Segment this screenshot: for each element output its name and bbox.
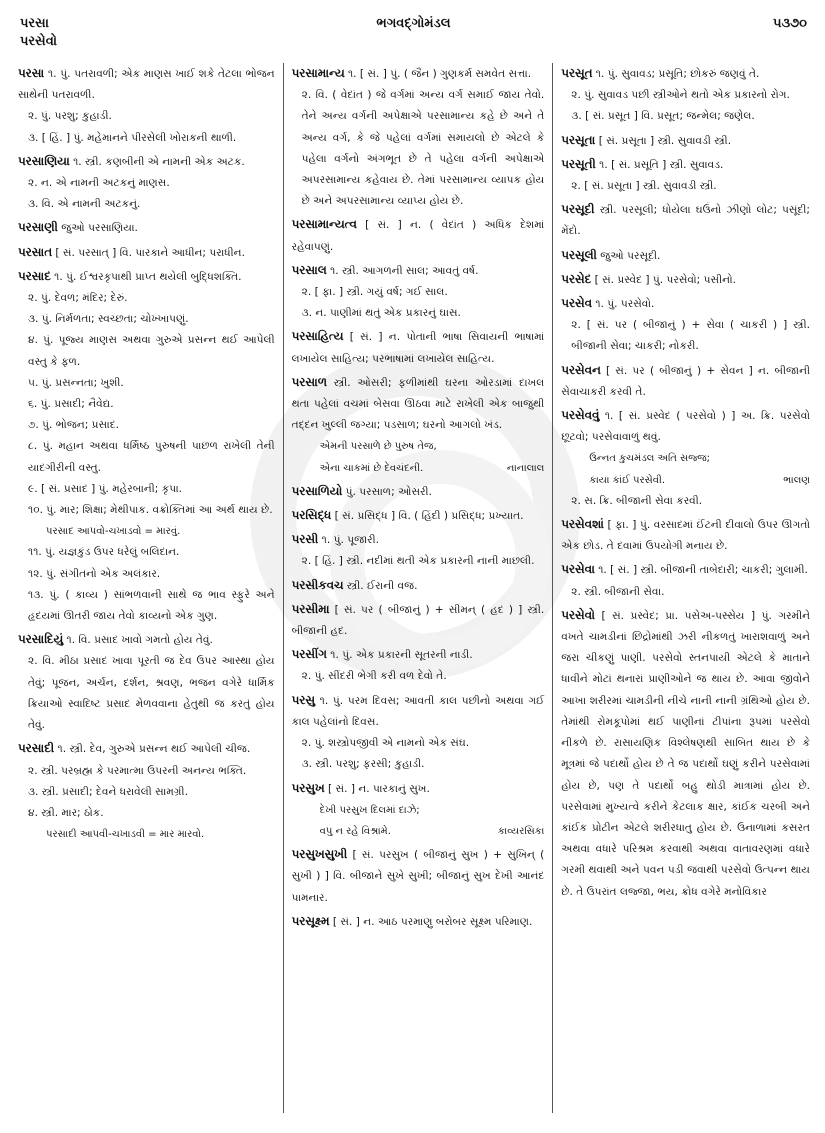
entry-first-line — [561, 63, 810, 85]
headword: પરસૂક્ષ્મ — [291, 913, 330, 928]
dictionary-entry — [292, 505, 545, 527]
dictionary-entry — [561, 605, 810, 903]
headword: પરસામાન્યત્વ — [291, 217, 357, 232]
entry-first-line — [561, 605, 810, 903]
entry-definition: ૨. [ સં. પ્રસૂતા ] સ્ત્રી. સુવાવડી સ્ત્રી. — [571, 180, 717, 193]
entry-first-line — [292, 575, 545, 597]
entry-first-line — [18, 242, 275, 264]
dictionary-entry — [561, 130, 810, 152]
headword: પરસુખ — [291, 780, 325, 795]
headword: પરસેવા — [561, 562, 595, 577]
dictionary-entry — [292, 481, 545, 503]
entry-definition: [ સં. ] ન. આઠ પરમાણુ બરોબર સૂક્ષ્મ પરિમાણ. — [332, 915, 533, 928]
headword: પરસાણી — [18, 220, 58, 235]
column-1 — [18, 63, 283, 1113]
entry-definition: સ્ત્રી. ઈરાની વજ. — [346, 579, 418, 592]
entry-definition: ૧. [ સં. પ્રસ્વેદ ( પરસેવો ) ] અ. ક્રિ. પરસેવો છૂટવો; પરસેવાવાળું થવું. — [561, 410, 810, 444]
quotation-text: વપુ ન રહે વિશ્રામે. — [319, 825, 391, 837]
entry-first-line — [292, 214, 545, 257]
column-2 — [283, 63, 554, 1113]
entry-first-line — [561, 245, 810, 267]
headword: પરસેવશાં — [561, 517, 604, 532]
entry-first-line — [292, 844, 545, 909]
entry-first-line — [561, 199, 810, 242]
dictionary-entry — [292, 644, 545, 687]
dictionary-entry — [561, 245, 810, 267]
quotation-text: કાયા કાંઈ પરસેવી. — [589, 474, 666, 486]
entry-definition: ૧. સ્ત્રી. કણબીની એ નામની એક અટક. — [73, 155, 245, 168]
entry-definition: [ સં. પરસાત્ ] વિ. પારકાને આધીન; પરાધીન. — [55, 246, 245, 259]
quotation-source: કાવ્યરસિકા — [497, 825, 545, 837]
dictionary-entry — [561, 293, 810, 358]
header-first-word: પરસા — [20, 16, 49, 31]
entry-definition: ૧. પું. પરસેવો. — [595, 298, 655, 311]
entry-first-line — [18, 266, 275, 288]
entry-definition: ૨. સ્ત્રી. પરબ્રહ્મ કે પરમાત્મા ઉપરની અનન્ય ભક્તિ. — [28, 764, 247, 777]
entry-definition: ૨. પું. પરશુ; કુહાડી. — [28, 110, 112, 123]
dictionary-entry — [292, 63, 545, 212]
entry-definition: ૧. પું. ઈશ્વરકૃપાથી પ્રાપ્ત થયેલી બુદ્ધિશક્તિ. — [54, 270, 242, 283]
entry-definition: જુઓ પરસૂદી. — [600, 249, 661, 262]
entry-definition: ૨. વિ. ( વેદાંત ) જે વર્ગમાં અન્ય વર્ગ સમાઈ જાય તેવો. તેને અન્ય વર્ગની અપેક્ષાએ પરસામાન્ય કહે છે અને તે અન્ય વર્ગ, કે જે પહેલાં વર્ગમાં સમાયલો છે એટલે કે પહેલા વર્ગનો અંગભૂત છે તે પહેલા વર્ગની અપેક્ષાએ અપરસામાન્ય કહેવાય છે. તેમાં પરસામાન્ય વ્યાપક હોય છે અને અપરસામાન્ય વ્યાપ્ય હોય છે. — [301, 89, 545, 208]
entry-definition: ૨. [ ફા. ] સ્ત્રી. ગયું વર્ષ; ગઈ સાલ. — [301, 286, 448, 299]
headword: પરસામાન્ય — [291, 66, 345, 80]
dictionary-entry — [18, 151, 275, 216]
entry-definition: ૩. [ સં. પ્રસૂત ] વિ. પ્રસૂત; જન્મેલ; જણેલ. — [571, 110, 755, 123]
entry-first-line — [18, 63, 275, 106]
entry-definition: ૨. ન. એ નામની અટકનું માણસ. — [28, 177, 170, 190]
entry-definition: ૬. પું. પ્રસાદી; નૈવેદ્ય. — [28, 398, 114, 411]
dictionary-entry — [292, 599, 545, 642]
headword: પરસાદિયું — [18, 632, 64, 647]
entry-first-line — [18, 217, 275, 239]
dictionary-entry — [18, 738, 275, 845]
entry-definition: [ સં. પ્રસિદ્ધ ] વિ. ( હિંદી ) પ્રસિદ્ધ; પ્રખ્યાત. — [334, 510, 524, 523]
entry-definition: ૧. વિ. પ્રસાદ ખાવો ગમતો હોય તેવું. — [66, 634, 213, 647]
entry-definition: [ સં. ] ન. પારકાનું સુખ. — [328, 782, 430, 795]
dictionary-entry — [18, 63, 275, 149]
entry-first-line — [292, 690, 545, 733]
entry-first-line — [292, 505, 545, 527]
entry-first-line — [292, 911, 545, 933]
headword: પરસુખસુખી — [291, 847, 348, 862]
entry-first-line — [561, 293, 810, 315]
entry-definition: [ સં. પરસુખ ( બીજાનું સુખ ) + સુખિન્ ( સુખી ) ] વિ. બીજાને સુખે સુખી; બીજાનું સુખ દેખી આનંદ પામનાર. — [291, 849, 545, 904]
entry-definition: ૫. પું. પ્રસન્નતા; ખુશી. — [28, 376, 124, 389]
entry-definition: ૧. પું. પતરાવળી; એક માણસ ખાઈ શકે તેટલા ભોજન સાથેની પતરાવળી. — [18, 68, 275, 102]
entry-definition: સ્ત્રી. પરસૂલી; ધોયેલા ઘઉંનો ઝીણો લોટ; પસૂંદી; મેંદો. — [561, 204, 810, 238]
headword: પરસૂતા — [561, 132, 596, 147]
entry-definition: ૨. [ હિં. ] સ્ત્રી. નદીમાં થતી એક પ્રકારની નાની માછલી. — [301, 555, 535, 568]
entry-first-line — [292, 372, 545, 437]
dictionary-entry — [18, 629, 275, 736]
dictionary-entry — [292, 575, 545, 597]
entry-first-line — [292, 644, 545, 666]
entry-first-line — [292, 260, 545, 282]
entry-definition: ૨. પું. દેવળ; મંદિર; દેરું. — [28, 292, 128, 305]
dictionary-entry — [292, 326, 545, 369]
headword: પરસુ — [291, 692, 315, 707]
headword: પરસા — [18, 66, 45, 80]
entry-definition: ૩. પું. નિર્મળતા; સ્વચ્છતા; ચોખ્ખાપણું. — [28, 313, 189, 326]
quotation-line — [292, 436, 545, 457]
dictionary-entry — [561, 154, 810, 197]
headword: પરસાળિયો — [291, 483, 343, 498]
entry-first-line — [561, 269, 810, 291]
dictionary-entry — [292, 260, 545, 325]
quotation-text: દેખી પરસુખ દિલમાં દાઝે; — [319, 804, 420, 816]
dictionary-entry — [18, 266, 275, 627]
dictionary-entry — [561, 360, 810, 403]
entry-definition: ૧. સ્ત્રી. દેવ, ગુરુએ પ્રસન્ન થઈ આપેલી ચીજ. — [57, 743, 251, 756]
headword: પરસીમા — [291, 601, 330, 616]
headword: પરસી — [291, 532, 319, 547]
entry-definition: ૩. [ હિં. ] પું. મહેમાનને પીરસેલી ખોરાકની થાળી. — [28, 131, 237, 144]
entry-definition: ૧. પું. પરમ દિવસ; આવતી કાલ પછીનો અથવા ગઈ કાલ પહેલાંનો દિવસ. — [291, 694, 545, 728]
entry-first-line — [292, 778, 545, 800]
entry-definition: [ સં. પર ( બીજાનું ) + સેવન ] ન. બીજાની સેવાચાકરી કરવી તે. — [561, 364, 810, 398]
entry-definition: ૨. પું. શસ્ત્રોપજીવી એ નામનો એક સંઘ. — [301, 737, 470, 750]
entry-first-line — [561, 514, 810, 557]
quotation-line — [292, 800, 545, 821]
entry-definition: ૧. પું. સુવાવડ; પ્રસૂતિ; છોકરું જણવું તે. — [595, 68, 760, 80]
quotation-source: નાનાલાલ — [506, 462, 545, 474]
entry-first-line — [18, 151, 275, 173]
entry-definition: ૧. [ સં. ] સ્ત્રી. બીજાની તાબેદારી; ચાકરી; ગુલામી. — [598, 564, 808, 577]
entry-definition: [ સં. ] ન. પોતાની ભાષા સિવાયની ભાષામાં લખાયેલ સાહિત્ય; પરભાષામાં લખાયેલ સાહિત્ય. — [291, 331, 545, 365]
headword: પરસેવવું — [561, 408, 600, 423]
page-header — [20, 16, 807, 49]
entry-definition: ૩. ન. પાણીમાં થતું એક પ્રકારનું ઘાસ. — [301, 307, 461, 320]
entry-definition: ૩. સ્ત્રી. પ્રસાદી; દેવને ધરાવેલી સામગ્રી. — [28, 785, 188, 798]
entry-definition: [ સં. ] ન. ( વેદાંત ) અધિક દેશમાં રહેવાપણું. — [291, 219, 545, 253]
entry-phrase: પરસાદી આપવી-ચખાડવી = માર મારવો. — [46, 829, 205, 841]
entry-first-line — [18, 629, 275, 651]
entry-definition: ૨. સ્ત્રી. બીજાની સેવા. — [571, 585, 665, 598]
headword: પરસેવન — [561, 362, 601, 377]
dictionary-entry — [561, 559, 810, 602]
headword: પરસાણિયા — [18, 153, 70, 168]
dictionary-entry — [292, 844, 545, 909]
headword: પરસેવો — [561, 607, 595, 622]
entry-definition: જુઓ પરસાણિયા. — [61, 222, 138, 235]
entry-first-line — [561, 130, 810, 152]
page-title: ભગવદ્ગોમંડલ — [376, 16, 451, 31]
entry-definition: ૪. પું. પૂજ્ય માણસ અથવા ગુરુએ પ્રસન્ન થઈ આપેલી વસ્તુ કે ફળ. — [28, 334, 275, 368]
entry-definition: ૧૧. પું. યજ્ઞકુંડ ઉપર ધરેલું બલિદાન. — [28, 546, 180, 559]
entry-definition: ૨. વિ. મીઠા પ્રસાદ ખાવા પૂરતી જ દેવ ઉપર આસ્થા હોય તેવું; પૂજન, અર્ચન, દર્શન, શ્રવણ, ભજન વગેરે ધાર્મિક ક્રિયાઓ સ્વાદિષ્ટ પ્રસાદ મેળવવાના હેતુથી જ કરતું હોય તેવું. — [28, 655, 275, 732]
entry-definition: ૩. વિ. એ નામની અટકનું. — [28, 198, 141, 211]
entry-definition: ૪. સ્ત્રી. માર; ઠોક. — [28, 806, 104, 819]
entry-definition: ૨. પું. સુવાવડ પછી સ્ત્રીઓને થતો એક પ્રકારનો રોગ. — [571, 89, 790, 102]
entry-phrase: પરસાદ આપવો-ચખાડવો = મારવું. — [46, 526, 181, 538]
quotation-text: એમની પરસાળે છે પુરુષ તેજ, — [319, 441, 437, 453]
entry-first-line — [292, 63, 545, 85]
quotation-line — [561, 448, 810, 469]
dictionary-columns — [18, 63, 810, 1113]
entry-definition: ૯. [ સં. પ્રસાદ ] પું. મહેરબાની; કૃપા. — [28, 482, 183, 495]
dictionary-entry — [292, 214, 545, 257]
entry-definition: [ ફા. ] પું. વરસાદમાં ઈંટની દીવાલો ઉપર ઊગતો એક છોડ. તે દવામાં ઉપયોગી મનાય છે. — [561, 519, 811, 553]
entry-definition: ૧૩. પું. ( કાવ્ય ) સાંભળવાની સાથે જ ભાવ સ્ફુરે અને હૃદયમાં ઊતરી જાય તેવો કાવ્યનો એક ગુણ. — [28, 588, 275, 623]
headword: પરસાહિત્ય — [291, 329, 344, 344]
entry-definition: ૧. [ સં. ] પું. ( જૈન ) ગુણકર્મ સમવેત સત્તા. — [347, 68, 532, 80]
entry-definition: ૧૦. પું. માર; શિક્ષા; મેથીપાક. વક્રોક્તિમાં આ અર્થ થાય છે. — [28, 504, 273, 517]
entry-definition: ૨. પું. સીંદરી ભેગી કરી વળ દેવો તે. — [301, 670, 447, 683]
entry-definition: ૮. પું. મહાન અથવા ધર્મિષ્ઠ પુરુષની પાછળ રાખેલી તેની યાદગીરીની વસ્તુ. — [28, 440, 275, 474]
entry-first-line — [292, 599, 545, 642]
entry-definition: ૧. સ્ત્રી. આગળની સાલ; આવતું વર્ષ. — [330, 264, 479, 277]
headword: પરસાત — [18, 244, 53, 259]
dictionary-entry — [561, 269, 810, 291]
entry-definition: [ સં. પ્રસ્વેદ ] પું. પરસેવો; પસીનો. — [594, 273, 737, 286]
headword: પરસીંગ — [291, 647, 327, 662]
entry-definition: [ સં. પ્રસ્વેદ; પ્રા. પસેઅ-પસ્સેય ] પું. ગરમીને વખતે ચામડીનાં છિદ્રોમાંથી ઝરી નીકળતું ખારાશવાળું અને જરા ચીકણું પાણી. પરસેવો સ્તનપાયી એટલે કે માતાને ધાવીને મોટાં થનારાં પ્રાણીઓને જ થાય છે. આવા જીવોને આખા શરીરમાં ચામડીની નીચે નાની નાની ગ્રંથિઓ હોય છે. તેમાંથી રોમકૂપોમાં થઈ પાણીનાં ટીપાંના રૂપમાં પરસેવો નીકળે છે. રાસાયણિક વિશ્લેષણથી સાબિત થાય છે કે મૂત્રમાં જે પદાર્થો હોય છે તે જ પદાર્થો ઘણું કરીને પરસેવામાં હોય છે, પણ તે પદાર્થો બહુ થોડી માત્રામાં હોય છે. પરસેવામાં મુખ્યત્વે કરીને કેટલાક ક્ષાર, કાંઈક ચરબી અને કાંઈક પ્રોટીન એટલે શરીરધાતુ હોય છે. ઉનાળામાં કસરત અથવા વધારે પરિશ્રમ કરવાથી અથવા વાતાવરણમાં વધારે ગરમી થવાથી અને પવન પડી જવાથી પરસેવો ઉત્પન્ન થાય છે. તે ઉપરાંત લજ્જા, ભય, ક્રોધ વગેરે મનોવિકાર — [561, 609, 810, 898]
quotation-line — [292, 458, 545, 479]
page-number: ૫૩૭૦ — [772, 16, 807, 31]
entry-first-line — [292, 326, 545, 369]
entry-definition: ૧૨. પું. સંગીતનો એક અલંકાર. — [28, 567, 161, 580]
entry-definition: ૧. [ સં. પ્રસૂતિ ] સ્ત્રી. સુવાવડ. — [599, 158, 724, 171]
entry-definition: ૧. પું. પૂજારી. — [321, 534, 380, 547]
dictionary-entry — [292, 911, 545, 933]
headword: પરસાદ — [18, 268, 51, 283]
quotation-text: એના ચાકમાં છે દેવચંદની. — [319, 462, 424, 474]
dictionary-entry — [292, 778, 545, 843]
dictionary-entry — [18, 217, 275, 239]
dictionary-entry — [561, 514, 810, 557]
entry-definition: [ સં. પર ( બીજાનું ) + સીમન્ ( હદ ) ] સ્ત્રી. બીજાની હદ. — [291, 603, 545, 638]
entry-definition: સ્ત્રી. ઓસરી; ફળીમાંથી ઘરના ઓરડામાં દાખલ થતા પહેલાં વચમાં બેસવા ઊઠવા માટે રાખેલી એક બાજુથી તદ્દન ખુલ્લી જગ્યા; પડસાળ; ઘરનો આગલો ખંડ. — [291, 376, 545, 432]
column-3 — [553, 63, 810, 1113]
headword: પરસૂતી — [561, 156, 596, 171]
entry-definition: ૧. પું. એક પ્રકારની સૂતરની નાડી. — [330, 649, 473, 662]
entry-first-line — [561, 559, 810, 581]
headword: પરસિદ્ધ — [291, 508, 332, 523]
entry-definition: ૨. સ. ક્રિ. બીજાની સેવા કરવી. — [571, 494, 703, 507]
dictionary-entry — [561, 405, 810, 512]
headword: પરસૂત — [561, 66, 593, 80]
headword: પરસૂલી — [561, 247, 597, 262]
headword: પરસાલ — [291, 262, 327, 277]
quotation-line — [561, 470, 810, 491]
dictionary-entry — [561, 63, 810, 128]
dictionary-entry — [292, 690, 545, 776]
entry-definition: [ સં. પ્રસૂતા ] સ્ત્રી. સુવાવડી સ્ત્રી. — [598, 134, 732, 147]
headword: પરસાદી — [18, 741, 55, 756]
dictionary-entry — [561, 199, 810, 242]
entry-first-line — [561, 360, 810, 403]
entry-definition: ૭. પું. ભોજન; પ્રસાદ. — [28, 419, 120, 432]
entry-first-line — [18, 738, 275, 760]
headword: પરસેવ — [561, 296, 592, 311]
headword: પરસેદ — [561, 271, 592, 286]
entry-first-line — [292, 481, 545, 503]
dictionary-entry — [18, 242, 275, 264]
quotation-line — [292, 821, 545, 842]
quotation-text: ઉન્નત કુચમંડલ અતિ સજ્જ; — [589, 453, 711, 465]
entry-definition: ૨. [ સં. પર ( બીજાનું ) + સેવા ( ચાકરી ) ] સ્ત્રી. બીજાની સેવા; ચાકરી; નોકરી. — [571, 319, 810, 353]
headword: પરસીકવચ — [291, 577, 344, 592]
dictionary-entry — [292, 372, 545, 479]
entry-definition: પું. પરસાળ; ઓસરી. — [345, 485, 432, 498]
headword: પરસૂદી — [561, 202, 595, 217]
dictionary-entry — [292, 529, 545, 572]
header-last-word: પરસેવો — [20, 34, 58, 49]
entry-first-line — [561, 154, 810, 176]
entry-first-line — [292, 529, 545, 551]
entry-first-line — [561, 405, 810, 448]
entry-definition: ૩. સ્ત્રી. પરશુ; ફરસી; કુહાડી. — [301, 758, 425, 771]
headword: પરસાળ — [291, 374, 328, 389]
quotation-source: ભાલણ — [783, 474, 810, 486]
